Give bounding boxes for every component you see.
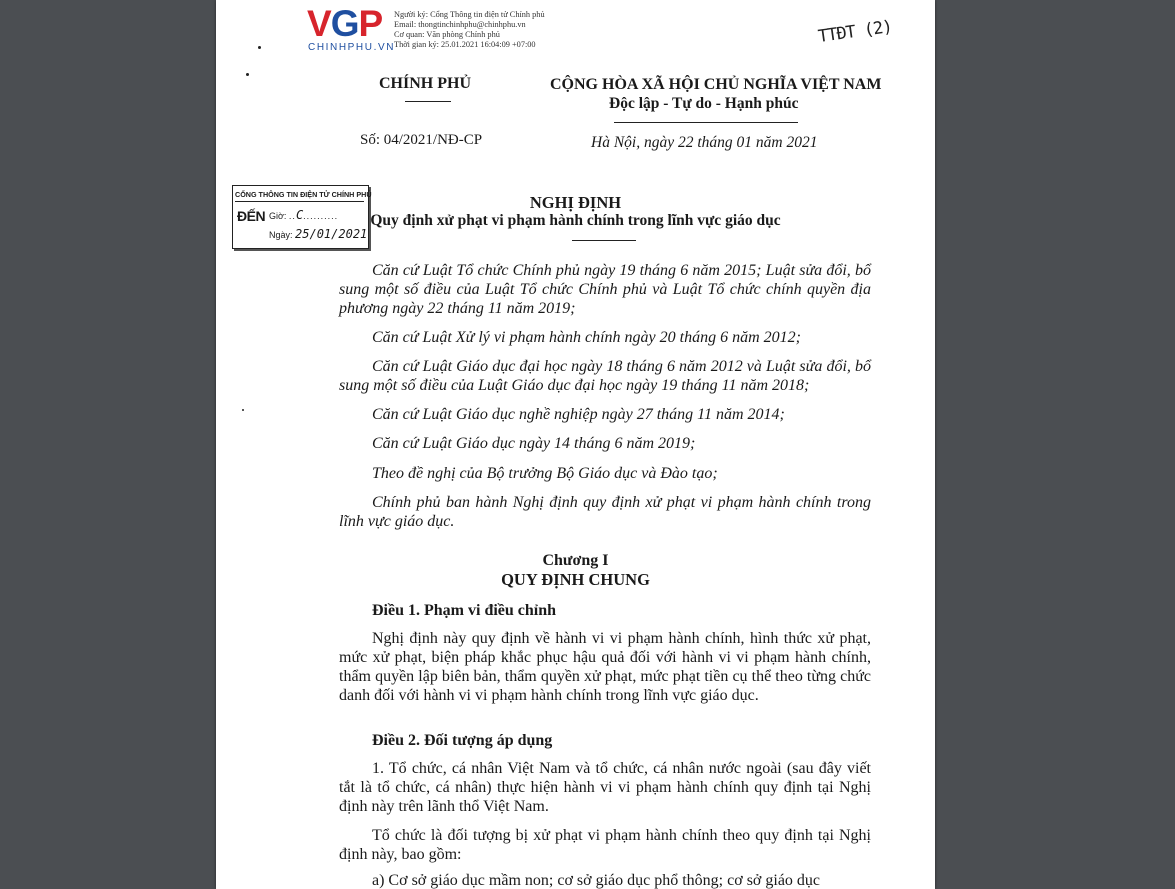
stamp-date-label: Ngày: [269,230,293,240]
vgp-logo-subtitle: CHINHPHU.VN [308,42,396,53]
scan-speck [242,409,244,411]
stamp-den-label: ĐẾN [237,208,266,224]
place-and-date: Hà Nội, ngày 22 tháng 01 năm 2021 [591,134,818,151]
scan-speck [246,73,249,76]
signer-agency-line: Cơ quan: Văn phòng Chính phủ [394,30,500,39]
handwritten-mark: TTĐT (2) [816,16,893,48]
stamp-header: CỔNG THÔNG TIN ĐIỆN TỬ CHÍNH PHỦ [235,188,364,202]
issuing-agency: CHÍNH PHỦ [379,75,471,92]
article-paragraph: Nghị định này quy định về hành vi vi phạm hành chính, hình thức xử phạt, mức xử phạt, biện pháp khắc phục hậu quả đối với hành vi vi phạm hành chính, thẩm quyền lập biên bản, thẩm quyền xử phạt, mức phạt tiền cụ thể theo từng chức danh đối với hành vi vi phạm hành chính trong lĩnh vực giáo dục. [339,630,871,704]
national-motto: Độc lập - Tự do - Hạnh phúc [609,95,799,112]
vgp-logo: VGP [307,3,383,44]
title-underline [572,240,636,241]
preamble-paragraph: Theo đề nghị của Bộ trưởng Bộ Giáo dục và Đào tạo; [372,465,718,482]
stamp-time-label: Giờ: [269,211,287,221]
preamble-paragraph: Căn cứ Luật Giáo dục nghề nghiệp ngày 27 tháng 11 năm 2014; [372,406,785,423]
document-number: Số: 04/2021/NĐ-CP [360,132,483,148]
decree-subject: Quy định xử phạt vi phạm hành chính trong lĩnh vực giáo dục [370,212,781,229]
decree-title: NGHỊ ĐỊNH [529,193,622,212]
article-heading: Điều 1. Phạm vi điều chỉnh [372,602,557,619]
stamp-time-value: C [295,208,304,222]
article-paragraph: Tổ chức là đối tượng bị xử phạt vi phạm hành chính theo quy định tại Nghị định này, bao gồm: [339,827,871,863]
article-paragraph: a) Cơ sở giáo dục mầm non; cơ sở giáo dục phổ thông; cơ sở giáo dục [372,872,821,889]
preamble-paragraph: Căn cứ Luật Xử lý vi phạm hành chính ngày 20 tháng 6 năm 2012; [372,329,801,346]
preamble-paragraph: Căn cứ Luật Giáo dục đại học ngày 18 tháng 6 năm 2012 và Luật sửa đổi, bổ sung một số điều của Luật Giáo dục đại học ngày 19 tháng 11 năm 2018; [339,358,871,394]
digital-signature-info [394,10,545,50]
signing-time-line: Thời gian ký: 25.01.2021 16:04:09 +07:00 [394,40,536,49]
chapter-number: Chương I [542,552,609,569]
motto-underline [614,122,798,123]
signer-email-line: Email: thongtinchinhphu@chinhphu.vn [394,20,526,29]
preamble-paragraph: Căn cứ Luật Tổ chức Chính phủ ngày 19 tháng 6 năm 2015; Luật sửa đổi, bổ sung một số điều của Luật Tổ chức Chính phủ và Luật Tổ chức chính quyền địa phương ngày 22 tháng 11 năm 2019; [339,262,871,317]
document-page [216,0,935,889]
stamp-time-row: Giờ: ..C.......... [269,208,339,222]
signer-line: Người ký: Cổng Thông tin điện tử Chính phủ [394,10,545,19]
scan-speck [258,46,261,49]
agency-underline [405,101,451,102]
preamble-paragraph: Chính phủ ban hành Nghị định quy định xử phạt vi phạm hành chính trong lĩnh vực giáo dục. [339,494,871,530]
stamp-date-value: 25/01/2021 [295,227,368,241]
article-paragraph: 1. Tổ chức, cá nhân Việt Nam và tổ chức, cá nhân nước ngoài (sau đây viết tắt là tổ chức, cá nhân) thực hiện hành vi vi phạm hành chính quy định tại Nghị định này trên lãnh thổ Việt Nam. [339,760,871,815]
article-heading: Điều 2. Đối tượng áp dụng [372,732,553,749]
chapter-title: QUY ĐỊNH CHUNG [501,570,650,589]
national-title: CỘNG HÒA XÃ HỘI CHỦ NGHĨA VIỆT NAM [550,76,882,93]
preamble-paragraph: Căn cứ Luật Giáo dục ngày 14 tháng 6 năm 2019; [372,435,696,452]
